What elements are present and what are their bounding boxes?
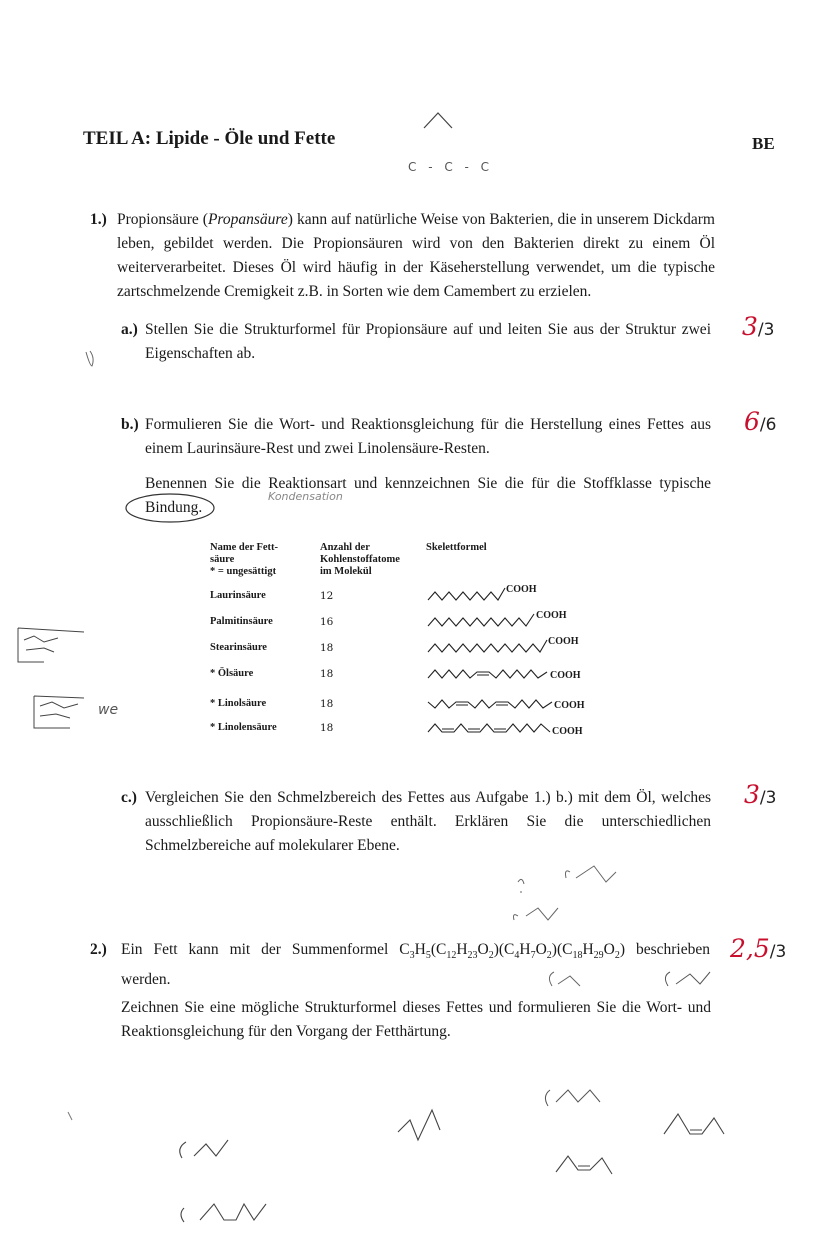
- question-2-text2: Zeichnen Sie eine mögliche Strukturformel dieses Fettes und formulieren Sie die Wort- und Reaktionsgleichung für den Vorgang der Fetthärtung.: [121, 999, 711, 1040]
- score-1c-awarded: 3: [744, 780, 760, 809]
- handwritten-structure-sketch-icon: [540, 964, 720, 994]
- cooh-label: COOH: [552, 726, 583, 737]
- skeletal-formula-icon: [426, 712, 554, 736]
- table-row: [208, 664, 608, 688]
- table-header-skeleton: Skelettformel: [426, 542, 487, 553]
- question-1a: [121, 318, 711, 366]
- score-2: [730, 934, 786, 963]
- question-2-part2: [121, 996, 711, 1044]
- carbon-count: 18: [320, 722, 334, 734]
- header-line: im Molekül: [320, 566, 372, 577]
- cooh-label: COOH: [550, 670, 581, 681]
- cooh-label: COOH: [506, 584, 537, 595]
- cooh-label: COOH: [554, 700, 585, 711]
- question-1a-text: Stellen Sie die Strukturformel für Propionsäure auf und leiten Sie aus der Struktur zwei Eigenschaften ab.: [145, 321, 711, 362]
- carbon-count: 16: [320, 616, 334, 628]
- score-1a-max: /3: [757, 320, 775, 340]
- fatty-acid-name: Palmitinsäure: [210, 616, 273, 627]
- header-line: Anzahl der: [320, 542, 370, 553]
- score-1a: [742, 312, 774, 341]
- fatty-acid-name: Stearinsäure: [210, 642, 267, 653]
- question-1-number: 1.): [90, 211, 107, 228]
- question-1c-label: c.): [121, 789, 137, 806]
- fatty-acid-name: * Ölsäure: [210, 668, 254, 679]
- table-row: [208, 718, 608, 742]
- table-row: [208, 586, 608, 610]
- question-1b: [121, 413, 711, 461]
- molecular-formula: $C_3H_5(C_{12}H_{23}O_2)(C_4H_7O_2)(C_{18}H_{29}O_2)$: [399, 941, 626, 962]
- carbon-count: 18: [320, 698, 334, 710]
- skeletal-formula-icon: [426, 580, 506, 604]
- score-1b: [744, 407, 776, 436]
- page-title: TEIL A: Lipide - Öle und Fette: [83, 128, 336, 149]
- fatty-acid-name: * Linolensäure: [210, 722, 277, 733]
- q2-text-part: beschrieben werden.: [121, 941, 710, 989]
- score-1b-awarded: 6: [744, 407, 760, 436]
- header-line: säure: [210, 554, 235, 565]
- skeletal-formula-icon: [426, 606, 538, 630]
- score-1c: [744, 780, 776, 809]
- q1-text-part: Propionsäure (: [117, 211, 208, 228]
- question-2-number: 2.): [90, 941, 107, 958]
- cooh-label: COOH: [548, 636, 579, 647]
- header-line: Name der Fett-: [210, 542, 279, 553]
- skeletal-formula-icon: [426, 632, 550, 656]
- handwritten-circle-icon: [122, 488, 222, 526]
- skeletal-formula-icon: [426, 688, 554, 712]
- q2-text-part: Ein Fett kann mit der Summenformel: [121, 941, 400, 958]
- q1-text-part: ) kann auf natürliche Weise von Bakterien, die in unserem Dickdarm leben, gebildet werden. Die Propionsäuren wird von den Bakterien direkt zu einem Öl weiterverarbeitet. Dieses Öl wird häufig in der Käseherstellung verwendet, um die typische zartschmelzende Cremigkeit z.B. in Sorten wie dem Camembert zu erzielen.: [117, 211, 715, 300]
- handwritten-note-kondensation: Kondensation: [268, 490, 343, 503]
- score-1c-max: /3: [759, 788, 777, 808]
- score-2-max: /3: [769, 942, 787, 962]
- question-1b-part2: [145, 472, 711, 520]
- handwritten-sketches-icon: [60, 1070, 780, 1230]
- table-header-name: [210, 542, 278, 578]
- be-column-header: BE: [752, 134, 775, 153]
- score-2-awarded: 2,5: [730, 934, 770, 963]
- fatty-acid-name: * Linolsäure: [210, 698, 267, 709]
- handwritten-sketch-icon: [420, 110, 460, 132]
- question-1b-text: Formulieren Sie die Wort- und Reaktionsgleichung für die Herstellung eines Fettes aus einem Laurinsäure-Rest und zwei Linolensäure-Resten.: [145, 416, 711, 457]
- question-1c-text: Vergleichen Sie den Schmelzbereich des Fettes aus Aufgabe 1.) b.) mit dem Öl, welches ausschließlich Propionsäure-Reste enthält. Erklären Sie die unterschiedlichen Schmelzbereiche auf molekularer Ebene.: [145, 789, 711, 854]
- header-line: Kohlenstoffatome: [320, 554, 400, 565]
- question-1c: [121, 786, 711, 858]
- cooh-label: COOH: [536, 610, 567, 621]
- margin-sketch-icon: [14, 622, 94, 666]
- carbon-count: 18: [320, 668, 334, 680]
- score-1b-max: /6: [759, 415, 777, 435]
- carbon-count: 12: [320, 590, 334, 602]
- header-line: * = ungesättigt: [210, 566, 277, 577]
- q1-text-italic: Propansäure: [207, 211, 288, 228]
- question-1b-text2: Benennen Sie die Reaktionsart und kennzeichnen Sie die für die Stoffklasse typische Bindung.: [145, 475, 711, 516]
- question-1-text: [117, 208, 715, 304]
- table-header-carbons: [320, 542, 400, 578]
- handwritten-side-note: we: [98, 702, 119, 718]
- carbon-count: 18: [320, 642, 334, 654]
- handwritten-structure-sketch-icon: [510, 858, 630, 938]
- question-1a-label: a.): [121, 321, 138, 338]
- score-1a-awarded: 3: [742, 312, 758, 341]
- fatty-acid-name: Laurinsäure: [210, 590, 266, 601]
- question-1b-label: b.): [121, 416, 139, 433]
- margin-tick-icon: [82, 348, 98, 370]
- handwritten-carbon-chain: C - C - C: [408, 160, 494, 174]
- question-1: [90, 208, 715, 304]
- margin-sketch-icon: [30, 692, 90, 732]
- skeletal-formula-icon: [426, 658, 550, 682]
